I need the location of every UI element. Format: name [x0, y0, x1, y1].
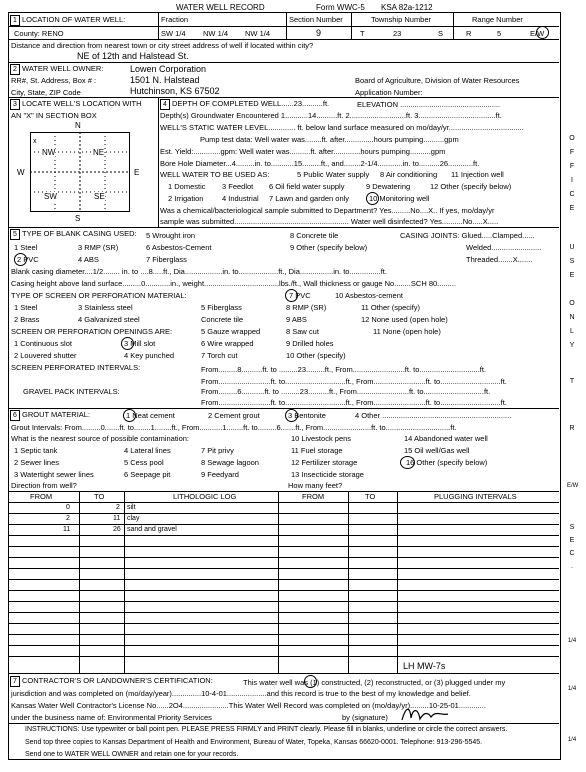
screen-11[interactable]: 11 Other (specify) — [361, 303, 421, 312]
how-many-feet-label: How many feet? — [288, 481, 343, 490]
cert-line-1[interactable]: This water well was (1) constructed, (2) reconstructed, or (3) plugged under my — [243, 678, 506, 687]
log-from-header: FROM — [30, 492, 53, 501]
side-t: T — [569, 378, 575, 385]
quarter-3[interactable]: NW 1/4 — [245, 29, 271, 38]
elevation[interactable]: ELEVATION ................................................ — [357, 100, 501, 109]
log-row-2-to[interactable]: 11 — [113, 515, 121, 522]
township-label: Township Number — [371, 15, 432, 24]
compass-w: W — [17, 168, 25, 177]
cont-12[interactable]: 12 Fertilizer storage — [291, 458, 358, 467]
signature-mark — [398, 702, 468, 724]
screen-7-circle — [285, 289, 298, 302]
form-title: WATER WELL RECORD — [176, 3, 265, 12]
perforated-label: SCREEN PERFORATED INTERVALS: — [11, 363, 141, 372]
use-10-circle — [366, 192, 379, 205]
section-number-label: Section Number — [289, 15, 343, 24]
board-label: Board of Agriculture, Division of Water Resources — [355, 76, 520, 85]
side-office: O F F I C E — [569, 135, 575, 212]
compass-n: N — [75, 121, 81, 130]
static-water-level[interactable]: WELL'S STATIC WATER LEVEL............. ft. below land surface measured on mo/day/yr.................................... — [160, 123, 524, 132]
est-yield[interactable]: Est. Yield:.............gpm: Well water was..........ft. after.............hours pumping..........gpm — [160, 147, 446, 156]
side-sec: S E C . — [569, 524, 575, 570]
casing-joints[interactable]: CASING JOINTS: Glued.....Clamped...... — [400, 231, 535, 240]
owner-address[interactable]: 1501 N. Halstead — [130, 75, 200, 85]
s2-label: 2 WATER WELL OWNER: — [10, 64, 103, 75]
perforated-1[interactable]: From.........8..........ft. to .........23.........ft., From.........................ft. to.............................ft. — [201, 365, 487, 374]
owner-city[interactable]: Hutchinson, KS 67502 — [130, 86, 220, 96]
quarter-2[interactable]: NW 1/4 — [203, 29, 229, 38]
use-7[interactable]: 7 Lawn and garden only — [269, 194, 350, 203]
casing-welded[interactable]: Welded........................ — [466, 243, 542, 252]
screen-3[interactable]: 3 Stainless steel — [78, 303, 133, 312]
open-7[interactable]: 7 Torch cut — [201, 351, 238, 360]
business-name[interactable]: under the business name of: Environmental Priority Services — [11, 713, 212, 722]
instructions: INSTRUCTIONS: Use typewriter or ball point pen. PLEASE PRESS FIRMLY and PRINT clearly. Please fill in blanks, underline or circle the correct answers. — [25, 726, 508, 733]
perforated-2[interactable]: From.........................ft. to.............................ft., From.........................ft. to.............................ft. — [201, 377, 507, 386]
grout-1[interactable]: 1 Neat cement — [126, 411, 175, 420]
township-t: T — [360, 29, 365, 38]
casing-8[interactable]: 8 Concrete tile — [290, 231, 339, 240]
log-row-2-desc[interactable]: clay — [127, 515, 140, 522]
chem-sample[interactable]: Was a chemical/bacteriological sample submitted to Department? Yes.........No....X.. If yes, mo/day/yr — [160, 206, 495, 215]
screen-8[interactable]: 8 RMP (SR) — [286, 303, 327, 312]
cont-7[interactable]: 7 Pit privy — [201, 446, 234, 455]
log-row-3-desc[interactable]: sand and gravel — [127, 526, 177, 533]
open-3[interactable]: 3 Mill slot — [124, 339, 156, 348]
log-plug-header: PLUGGING INTERVALS — [434, 492, 517, 501]
log-row-1-desc[interactable]: silt — [127, 504, 136, 511]
county-field[interactable]: County: RENO — [14, 29, 64, 38]
fraction-label: Fraction — [161, 15, 189, 24]
cont-9[interactable]: 9 Feedyard — [201, 470, 239, 479]
use-9[interactable]: 9 Dewatering — [366, 182, 411, 191]
gravel-1[interactable]: From.........6...........ft. to .........23..........ft., From.........................ft. to.............................ft. — [201, 387, 491, 396]
screen-10[interactable]: 10 Asbestos-cement — [335, 291, 403, 300]
city-label: City, State, ZIP Code — [11, 88, 81, 97]
open-2[interactable]: 2 Louvered shutter — [14, 351, 77, 360]
cont-16-circle — [400, 456, 415, 469]
log-row-3-from[interactable]: 11 — [63, 526, 71, 533]
open-1[interactable]: 1 Continuous slot — [14, 339, 72, 348]
casing-height[interactable]: Casing height above land surface.........0............in., weight....................................lbs./ft., Wall thickness or gauge No........SCH 80......... — [11, 279, 456, 288]
quad-se: SE — [94, 192, 105, 201]
screen-2[interactable]: 2 Brass — [14, 315, 40, 324]
quarter-1[interactable]: SW 1/4 — [161, 29, 186, 38]
screen-9[interactable]: 9 ABS — [286, 315, 307, 324]
use-4[interactable]: 4 Industrial — [222, 194, 259, 203]
cont-8[interactable]: 8 Sewage lagoon — [201, 458, 259, 467]
section-number-value[interactable]: 9 — [316, 28, 322, 38]
side-quarter-3: 1/4 — [567, 737, 577, 743]
side-ew: E/W — [567, 483, 579, 489]
s3-label: 3 LOCATE WELL'S LOCATION WITH — [10, 99, 142, 110]
casing-9[interactable]: 9 Other (specify below) — [290, 243, 368, 252]
casing-5[interactable]: 5 Wrought iron — [146, 231, 196, 240]
log-row-3-to[interactable]: 26 — [113, 526, 121, 533]
contamination-label: What is the nearest source of possible contamination: — [11, 434, 190, 443]
pump-test[interactable]: Pump test data: Well water was........ft. after..............hours pumping..........gpm — [200, 135, 459, 144]
use-12[interactable]: 12 Other (specify below) — [430, 182, 512, 191]
log-row-1-to[interactable]: 2 — [116, 504, 120, 511]
s3-label-2: AN "X" IN SECTION BOX — [11, 111, 97, 120]
log-to-header: TO — [94, 492, 105, 501]
w-circle-mark — [536, 26, 549, 39]
use-1[interactable]: 1 Domestic — [168, 182, 206, 191]
casing-7[interactable]: 7 Fiberglass — [146, 255, 187, 264]
cont-16[interactable]: 16 Other (specify below) — [406, 458, 488, 467]
cont-11[interactable]: 11 Fuel storage — [291, 446, 343, 455]
direction-label: Direction from well? — [11, 481, 77, 490]
casing-4[interactable]: 4 ABS — [78, 255, 99, 264]
bore-hole[interactable]: Bore Hole Diameter...4.........in. to...........15.........ft., and........2-1/4............in. to..........26............ft. — [160, 159, 480, 168]
form-number: Form WWC-5 — [316, 3, 365, 12]
cont-13[interactable]: 13 Insecticide storage — [291, 470, 364, 479]
compass-s: S — [75, 214, 81, 223]
grout-1-circle — [123, 409, 136, 422]
screen-label: TYPE OF SCREEN OR PERFORATION MATERIAL: — [11, 291, 187, 300]
quad-sw: SW — [44, 192, 57, 201]
grout-3-circle — [285, 409, 298, 422]
distance-label: Distance and direction from nearest town or city street address of well if located within city? — [11, 41, 314, 50]
log-row-1-from[interactable]: 0 — [66, 504, 70, 511]
log-row-2-from[interactable]: 2 — [66, 515, 70, 522]
cont-5[interactable]: 5 Cess pool — [124, 458, 164, 467]
cert-line-3[interactable]: Kansas Water Well Contractor's License No......2O4......................This Water Well Record was completed on (mo/day/yr).........10-25-01............. — [11, 701, 486, 710]
casing-diameter[interactable]: Blank casing diameter....1/2........ in. to ....8.....ft., Dia..................in. to...................ft., Dia................in. to...............ft. — [11, 267, 387, 276]
cont-3[interactable]: 3 Watertight sewer lines — [14, 470, 94, 479]
s6-label: 6 GROUT MATERIAL: — [10, 410, 90, 421]
screen-7[interactable]: 7 PVC — [289, 291, 311, 300]
use-5[interactable]: 5 Public Water supply — [297, 170, 370, 179]
grout-2[interactable]: 2 Cement grout — [208, 411, 260, 420]
township-s: S — [438, 29, 444, 38]
compass-e: E — [134, 168, 140, 177]
cont-4[interactable]: 4 Lateral lines — [124, 446, 171, 455]
grout-intervals[interactable]: Grout Intervals: From.........0.......ft. to........1........ft., From...........1........ft. to.........6.......ft., From.......................ft. to...............................ft. — [11, 423, 457, 432]
x-mark: x — [33, 138, 37, 145]
grout-3[interactable]: 3 Bentonite — [288, 411, 326, 420]
casing-6[interactable]: 6 Asbestos-Cement — [146, 243, 212, 252]
cert-line-2[interactable]: jurisdiction and was completed on (mo/day/year)..............10-4-01...................and this record is true to the best of my knowledge and belief. — [11, 689, 471, 698]
use-6[interactable]: 6 Oil field water supply — [269, 182, 345, 191]
gravel-2[interactable]: From.........................ft. to.............................ft., From.........................ft. to.............................ft. — [201, 398, 507, 407]
use-2[interactable]: 2 Irrigation — [168, 194, 204, 203]
open-6[interactable]: 6 Wire wrapped — [201, 339, 254, 348]
well-tag: LH MW-7s — [403, 661, 446, 671]
s7-label: 7 CONTRACTOR'S OR LANDOWNER'S CERTIFICATION: — [10, 676, 213, 687]
openings-label: SCREEN OR PERFORATION OPENINGS ARE: — [11, 327, 173, 336]
send-owner: Send one to WATER WELL OWNER and retain one for your records. — [25, 751, 239, 758]
quad-ne: NE — [93, 148, 105, 157]
use-label: WELL WATER TO BE USED AS: — [160, 170, 270, 179]
use-11[interactable]: 11 Injection well — [451, 170, 504, 179]
casing-3[interactable]: 3 RMP (SR) — [78, 243, 119, 252]
open-4[interactable]: 4 Key punched — [124, 351, 175, 360]
range-value[interactable]: 5 — [497, 29, 502, 38]
cont-10[interactable]: 10 Livestock pens — [291, 434, 352, 443]
open-3-circle — [121, 337, 134, 350]
s5-label: 5 TYPE OF BLANK CASING USED: — [10, 229, 137, 240]
side-use: U S E — [569, 244, 575, 279]
screen-12[interactable]: 12 None used (open hole) — [361, 315, 448, 324]
quad-nw: NW — [42, 148, 56, 157]
gravel-label: GRAVEL PACK INTERVALS: — [23, 387, 120, 396]
send-copies: Send top three copies to Kansas Department of Health and Environment, Bureau of Water, Topeka, Kansas 66620-0001. Telephone: 913-296-5545. — [25, 739, 483, 746]
use-3[interactable]: 3 Feedlot — [222, 182, 254, 191]
range-ew[interactable]: E/W — [530, 29, 545, 38]
casing-1[interactable]: 1 Steel — [14, 243, 38, 252]
casing-threaded[interactable]: Threaded.......X....... — [466, 255, 533, 264]
use-10[interactable]: 10 Monitoring well — [369, 194, 430, 203]
screen-1[interactable]: 1 Steel — [14, 303, 38, 312]
distance-value[interactable]: NE of 12th and Halstead St. — [77, 51, 189, 61]
casing-2[interactable]: 2 PVC — [17, 255, 39, 264]
side-r: R — [569, 425, 575, 432]
cont-1[interactable]: 1 Septic tank — [14, 446, 58, 455]
log-from2-header: FROM — [302, 492, 325, 501]
groundwater-depths[interactable]: Depth(s) Groundwater Encountered 1...........14..........ft. 2...........................ft. 3.....................................ft. — [160, 111, 502, 120]
open-5[interactable]: 5 Gauze wrapped — [201, 327, 261, 336]
log-litho-header: LITHOLOGIC LOG — [173, 492, 237, 501]
screen-5[interactable]: 5 Fiberglass — [201, 303, 242, 312]
use-8[interactable]: 8 Air conditioning — [380, 170, 438, 179]
cont-6[interactable]: 6 Seepage pit — [124, 470, 171, 479]
chem-sample-2[interactable]: sample was submitted....................................................... Water well disinfected? Yes..........No.....X..... — [160, 217, 499, 226]
cont-15[interactable]: 15 Oil well/Gas well — [404, 446, 470, 455]
side-only: O N L Y — [569, 300, 575, 349]
address-label: RR#, St. Address, Box # : — [11, 76, 97, 85]
owner-name[interactable]: Lowen Corporation — [130, 64, 207, 74]
signature-label: by (signature) — [342, 713, 388, 722]
range-label: Range Number — [472, 15, 523, 24]
cont-14[interactable]: 14 Abandoned water well — [404, 434, 488, 443]
open-8[interactable]: 8 Saw cut — [286, 327, 319, 336]
range-r: R — [466, 29, 472, 38]
casing-2-circle — [14, 253, 27, 266]
township-value[interactable]: 23 — [393, 29, 402, 38]
s1-label: 1 LOCATION OF WATER WELL: — [10, 15, 125, 26]
application-number-label: Application Number: — [355, 88, 423, 97]
cont-2[interactable]: 2 Sewer lines — [14, 458, 60, 467]
screen-concrete[interactable]: Concrete tile — [201, 315, 244, 324]
side-quarter-1: 1/4 — [567, 638, 577, 644]
open-9[interactable]: 9 Drilled holes — [286, 339, 334, 348]
constructed-circle — [304, 675, 317, 688]
grout-4[interactable]: 4 Other .............................................................. — [355, 411, 512, 420]
side-quarter-2: 1/4 — [567, 686, 577, 692]
open-10[interactable]: 10 Other (specify) — [286, 351, 346, 360]
s4-depth: 4 DEPTH OF COMPLETED WELL......23..........ft. — [160, 99, 329, 110]
open-11[interactable]: 11 None (open hole) — [373, 327, 441, 336]
screen-4[interactable]: 4 Galvanized steel — [78, 315, 140, 324]
ksa-ref: KSA 82a-1212 — [381, 3, 433, 12]
log-to2-header: TO — [365, 492, 376, 501]
